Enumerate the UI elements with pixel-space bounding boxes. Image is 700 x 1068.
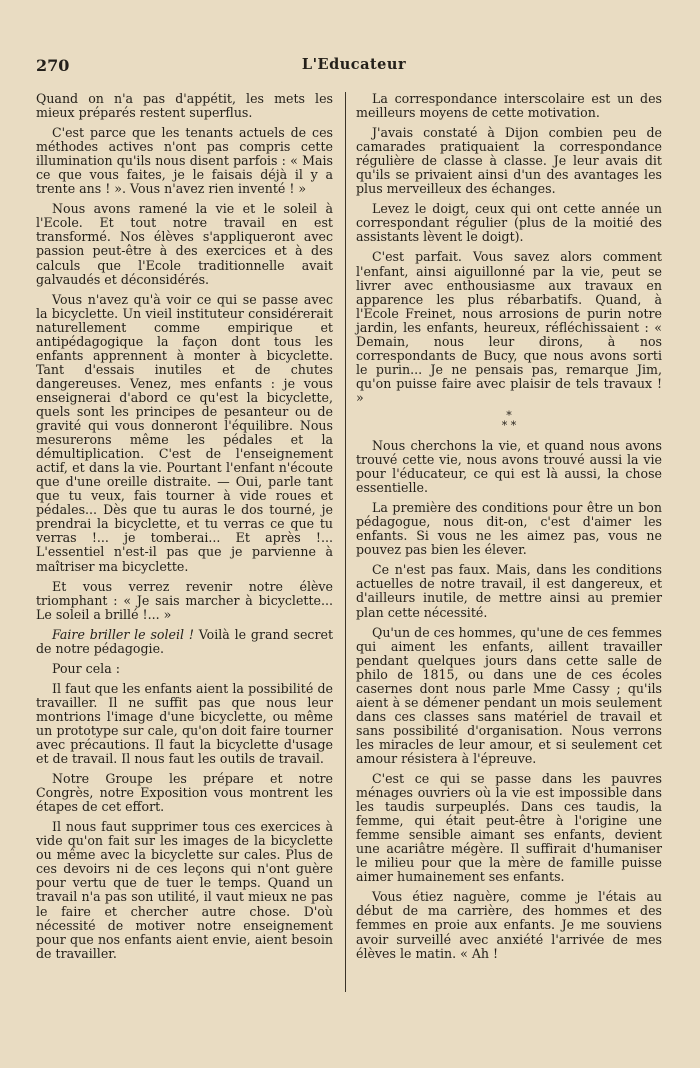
paragraph: Pour cela : [52, 660, 120, 676]
paragraph: Quand on n'a pas d'appétit, les mets les mieux préparés restent superflus. [36, 91, 333, 121]
separator-stars-bottom: * * [501, 418, 517, 432]
paragraph [36, 628, 333, 656]
section-separator [356, 408, 662, 432]
paragraph: Ce n'est pas faux. Mais, dans les conditions actuelles de notre travail, il est dangereux, et d'ailleurs inutile, de mettre ainsi au premier plan cette nécessité. [356, 562, 662, 620]
column-divider [345, 92, 346, 992]
paragraph-text: Voilà le grand secret de notre pédagogie. [36, 626, 334, 656]
paragraph: Qu'un de ces hommes, qu'une de ces femmes qui aiment les enfants, aillent travailler pendant quelques jours dans cette salle de philo de 1815, ou dans une de ces écoles casernes dont nous parle Mme Cassy ; qu'ils aient à se démener pendant un mois seulement dans ces classes sans matériel de travail et sans possibilité d'organisation. Nous verrons les miracles de leur amour, et si seulement cet amour résistera à l'épreuve. [356, 624, 662, 766]
paragraph: Il nous faut supprimer tous ces exercices à vide qu'on fait sur les images de la bicyclette ou même avec la bicyclette sur cales. Plus de ces devoirs ni de ces leçons qui n'ont guère pour vertu que de tuer le temps. Quand un travail n'a pas son utilité, il vaut mieux ne pas le faire et chercher autre chose. D'où nécessité de motiver notre enseignement pour que nos enfants aient envie, aient besoin de travailler. [36, 819, 333, 961]
paragraph: Levez le doigt, ceux qui ont cette année un correspondant régulier (plus de la moitié des assistants lèvent le doigt). [356, 201, 662, 245]
paragraph: Il faut que les enfants aient la possibilité de travailler. Il ne suffit pas que nous leur montrions l'image d'une bicyclette, ou même un prototype sur cale, qu'on doit faire tourner avec précautions. Il faut la bicyclette d'usage et de travail. Il nous faut les outils de travail. [36, 680, 333, 767]
left-column [36, 92, 333, 967]
paragraph: Nous avons ramené la vie et le soleil à l'Ecole. Et tout notre travail en est transformé. Nos élèves s'appliqueront avec passion peut-être à des exercices et à des calculs que l'Ecole traditionnelle avait galvaudés et déconsidérés. [36, 201, 333, 287]
paragraph: C'est parfait. Vous savez alors comment l'enfant, ainsi aiguillonné par la vie, peut se livrer avec enthousiasme aux travaux en apparence les plus rébarbatifs. Quand, à l'Ecole Freinet, nous arrosions de purin notre jardin, les enfants, heureux, réfléchissaient : « Demain, nous leur dirons, à nos correspondants de Bucy, que nous avons sorti le purin... Je ne pensais pas, remarque Jim, qu'on puisse faire avec plaisir de tels travaux ! » [356, 249, 662, 405]
paragraph: Vous n'avez qu'à voir ce qui se passe avec la bicyclette. Un vieil instituteur considérerait naturellement comme empirique et antipédagogique la façon dont tous les enfants apprennent à monter à bicyclette. Tant d'essais inutiles et de chutes dangereuses. Venez, mes enfants : je vous enseignerai d'abord ce qu'est la bicyclette, quels sont les principes de pesanteur ou de gravité qui vous donneront l'équilibre. Nous mesurerons même les pédales et la démultiplication. C'est de l'enseignement actif, et dans la vie. Pourtant l'enfant n'écoute que d'une oreille distraite. — Oui, parle tant que tu veux, fais tourner à vide roues et pédales... Dès que tu auras le dos tourné, je prendrai la bicyclette, et tu verras ce que tu verras !... je tomberai... Et après !... L'essentiel n'est-il pas que je parvienne à maîtriser ma bicyclette. [36, 291, 333, 574]
paragraph: Notre Groupe les prépare et notre Congrès, notre Exposition vous montrent les étapes de cet effort. [36, 771, 333, 815]
paragraph: Nous cherchons la vie, et quand nous avons trouvé cette vie, nous avons trouvé aussi la vie pour l'éducateur, ce qui est là aussi, la chose essentielle. [356, 437, 662, 496]
paragraph: C'est parce que les tenants actuels de ces méthodes actives n'ont pas compris cette illumination qu'ils nous disent parfois : « Mais ce que vous faites, je le faisais déjà il y a trente ans ! ». Vous n'avez rien inventé ! » [36, 125, 333, 197]
page-number: 270 [36, 56, 70, 75]
right-column [356, 92, 662, 967]
paragraph: J'avais constaté à Dijon combien peu de camarades pratiquaient la correspondance régulière de classe à classe. Je leur avais dit qu'ils se privaient ainsi d'un des avantages les plus merveilleux des échanges. [356, 125, 662, 197]
paragraph: Vous étiez naguère, comme je l'étais au début de ma carrière, des hommes et des femmes en proie aux enfants. Je me souviens avoir surveillé avec anxiété l'arrivée de mes élèves le matin. « Ah ! [356, 889, 662, 961]
emphasis-text: Faire briller le soleil ! [52, 626, 194, 642]
paragraph: La correspondance interscolaire est un des meilleurs moyens de cette motivation. [356, 91, 662, 121]
running-title: L'Educateur [301, 56, 407, 73]
separator-star-top: * [506, 408, 512, 422]
paragraph: C'est ce qui se passe dans les pauvres ménages ouvriers où la vie est impossible dans les taudis surpeuplés. Dans ces taudis, la femme, qui était peut-être à l'origine une femme sensible aimant ses enfants, devient une acariâtre mégère. Il suffirait d'humaniser le milieu pour que la mère de famille puisse aimer humainement ses enfants. [356, 771, 662, 885]
page-header [36, 54, 672, 78]
paragraph: Et vous verrez revenir notre élève triomphant : « Je sais marcher à bicyclette... Le soleil a brillé !... » [36, 578, 333, 622]
paragraph: La première des conditions pour être un bon pédagogue, nous dit-on, c'est d'aimer les enfants. Si vous ne les aimez pas, vous ne pouvez pas bien les élever. [356, 500, 662, 558]
